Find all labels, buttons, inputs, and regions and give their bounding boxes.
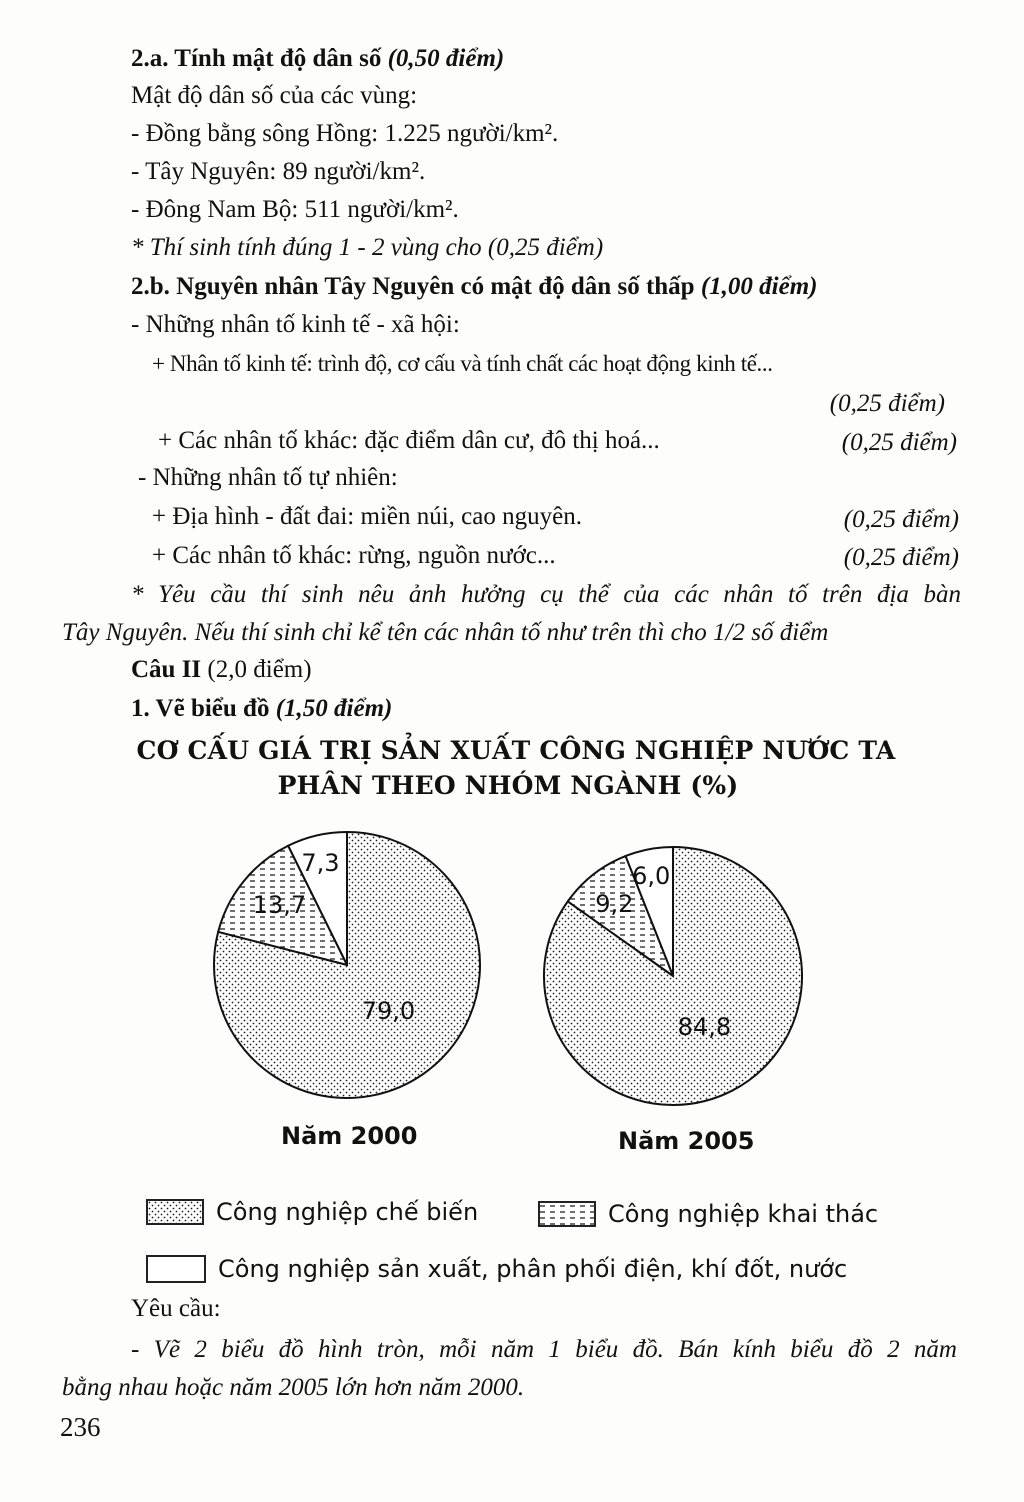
- pie-2005-label-2: 6,0: [632, 862, 671, 891]
- pie-charts: [0, 830, 1024, 1160]
- pie-2005-label-1: 9,2: [595, 889, 634, 918]
- requirements-line1: - Vẽ 2 biểu đồ hình tròn, mỗi năm 1 biểu đồ. Bán kính biểu đồ 2 năm: [131, 1336, 957, 1363]
- density-item-central-highlands: - Tây Nguyên: 89 người/km².: [131, 158, 426, 185]
- pie-2000-label-1: 13,7: [252, 891, 307, 920]
- section-2a-note: * Thí sinh tính đúng 1 - 2 vùng cho (0,25 điểm): [131, 234, 604, 261]
- legend-item-processing: [146, 1198, 478, 1226]
- density-item-red-river: - Đồng bằng sông Hồng: 1.225 người/km².: [131, 120, 559, 147]
- group-natural-title: - Những nhân tố tự nhiên:: [138, 464, 398, 491]
- question-2-score: (2,0 điểm): [207, 656, 312, 683]
- legend-item-mining: [538, 1200, 878, 1228]
- pie-2000-label-2: 7,3: [301, 848, 340, 877]
- factor-terrain: + Địa hình - đất đai: miền núi, cao nguyên.: [152, 503, 582, 530]
- factor-economic-score: (0,25 điểm): [829, 390, 945, 417]
- chart-title-line1: CƠ CẤU GIÁ TRỊ SẢN XUẤT CÔNG NGHIỆP NƯỚC TA: [136, 736, 896, 765]
- page-number: 236: [60, 1412, 101, 1442]
- requirements-title: Yêu cầu:: [131, 1295, 221, 1322]
- density-item-southeast: - Đông Nam Bộ: 511 người/km².: [131, 196, 459, 223]
- factor-other-natural-score: (0,25 điểm): [843, 544, 959, 571]
- legend-swatch-dots: [146, 1199, 204, 1225]
- question-2-sub-score: (1,50 điểm): [275, 695, 393, 722]
- legend-swatch-dash: [538, 1201, 596, 1227]
- pie-2005-label-0: 84,8: [677, 1012, 732, 1041]
- pie-2000-label-0: 79,0: [361, 997, 416, 1026]
- section-2a-score: (0,50 điểm): [387, 45, 505, 72]
- chart-title-line2: PHÂN THEO NHÓM NGÀNH (%): [277, 771, 739, 800]
- legend-label-processing: Công nghiệp chế biến: [216, 1198, 479, 1226]
- group-socioeconomic-title: - Những nhân tố kinh tế - xã hội:: [131, 311, 460, 338]
- pie-2005-caption: Năm 2005: [618, 1127, 755, 1155]
- requirements-line2: bằng nhau hoặc năm 2005 lớn hơn năm 2000.: [62, 1374, 525, 1401]
- question-2-sub-heading: 1. Vẽ biểu đồ: [131, 695, 270, 722]
- factor-other-social: + Các nhân tố khác: đặc điểm dân cư, đô thị hoá...: [158, 427, 660, 454]
- question-2-heading-line: [131, 655, 312, 685]
- question-2-heading: Câu II: [131, 656, 202, 683]
- section-2b-heading-line: [131, 272, 817, 302]
- legend-swatch-blank: [146, 1255, 206, 1283]
- factor-other-natural: + Các nhân tố khác: rừng, nguồn nước...: [152, 542, 556, 569]
- legend-label-utilities: Công nghiệp sản xuất, phân phối điện, khí đốt, nước: [218, 1255, 848, 1283]
- factor-terrain-score: (0,25 điểm): [843, 506, 959, 533]
- section-2b-heading: 2.b. Nguyên nhân Tây Nguyên có mật độ dân số thấp: [131, 273, 695, 300]
- section-2a-intro: Mật độ dân số của các vùng:: [131, 82, 418, 109]
- legend-item-utilities: [146, 1255, 847, 1283]
- factor-other-social-score: (0,25 điểm): [841, 429, 957, 456]
- section-2a-heading: 2.a. Tính mật độ dân số: [131, 45, 382, 72]
- section-2b-note-line1: * Yêu cầu thí sinh nêu ảnh hưởng cụ thể của các nhân tố trên địa bàn: [131, 581, 961, 608]
- legend-label-mining: Công nghiệp khai thác: [608, 1200, 879, 1228]
- question-2-sub-heading-line: [131, 694, 392, 724]
- factor-economic: + Nhân tố kinh tế: trình độ, cơ cấu và tính chất các hoạt động kinh tế...: [152, 351, 773, 376]
- section-2b-score: (1,00 điểm): [700, 273, 818, 300]
- section-2b-note-line2: Tây Nguyên. Nếu thí sinh chỉ kể tên các nhân tố như trên thì cho 1/2 số điểm: [62, 619, 829, 646]
- pie-2000-caption: Năm 2000: [281, 1122, 418, 1150]
- section-2a-heading-line: [131, 44, 504, 74]
